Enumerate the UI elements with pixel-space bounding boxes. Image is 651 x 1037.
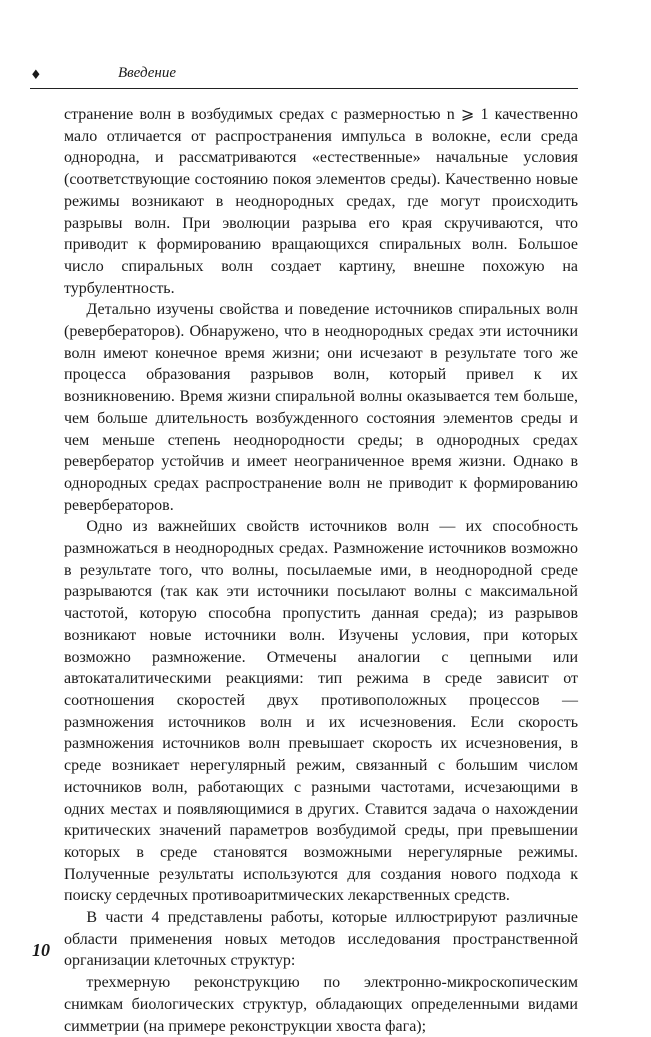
paragraph-continuation: странение волн в возбудимых средах с размерностью n ⩾ 1 качественно мало отличается от распространения импульса в волокне, если среда однородна, и рассматриваются «естественные» начальные условия (соответствующие состоянию покоя элементов среды). Качественно новые режимы возникают в неоднородных средах, где могут происходить разрывы волн. При эволюции разрыва его края скручиваются, что приводит к формированию вращающихся спиральных волн. Большое число спиральных волн создает картину, внешне похожую на турбулентность. [64,106,578,297]
header-divider [30,88,578,89]
paragraph: Детально изучены свойства и поведение источников спиральных волн (ревербераторов). Обнаружено, что в неоднородных средах эти источники волн имеют конечное время жизни; они исчезают в результате того же процесса образования разрывов волн, который привел к их возникновению. Время жизни спиральной волны оказывается тем больше, чем больше длительность возбужденного состояния элементов среды и чем меньше степень неоднородности среды; в однородных средах ревербератор устойчив и имеет неограниченное время жизни. Однако в однородных средах распространение волн не приводит к формированию ревербераторов. [64,301,578,514]
header-ornament-icon: ♦ [30,68,42,83]
running-header [30,62,578,88]
paragraph: трехмерную реконструкцию по электронно-микроскопическим снимкам биологических структур, обладающих определенными видами симметрии (на примере реконструкции хвоста фага); [64,974,578,1035]
page-number: 10 [32,940,50,960]
paragraph: Одно из важнейших свойств источников волн — их способность размножаться в неоднородных средах. Размножение источников возможно в результате того, что волны, посылаемые ими, в неоднородной среде разрываются (так как эти источники посылают волны с максимальной частотой, которую способна пропустить данная среда); из разрывов возникают новые источники волн. Изучены условия, при которых возможно размножение. Отмечены аналогии с цепными или автокаталитическими реакциями: тип режима в среде зависит от соотношения скоростей двух противоположных процессов — размножения источников волн и их исчезновения. Если скорость размножения источников волн превышает скорость их исчезновения, в среде возникает нерегулярный режим, связанный с большим числом источников волн, работающих с разными частотами, исчезающими в одних местах и появляющимися в других. Ставится задача о нахождении критических значений параметров возбудимой среды, при превышении которых в среде становятся возможными нерегулярные режимы. Полученные результаты используются для создания нового подхода к поиску сердечных противоаритмических лекарственных средств. [64,518,578,905]
page-body [64,104,578,1037]
paragraph: В части 4 представлены работы, которые иллюстрируют различные области применения новых методов исследования пространственной организации клеточных структур: [64,909,578,970]
running-head-title: Введение [118,65,176,81]
